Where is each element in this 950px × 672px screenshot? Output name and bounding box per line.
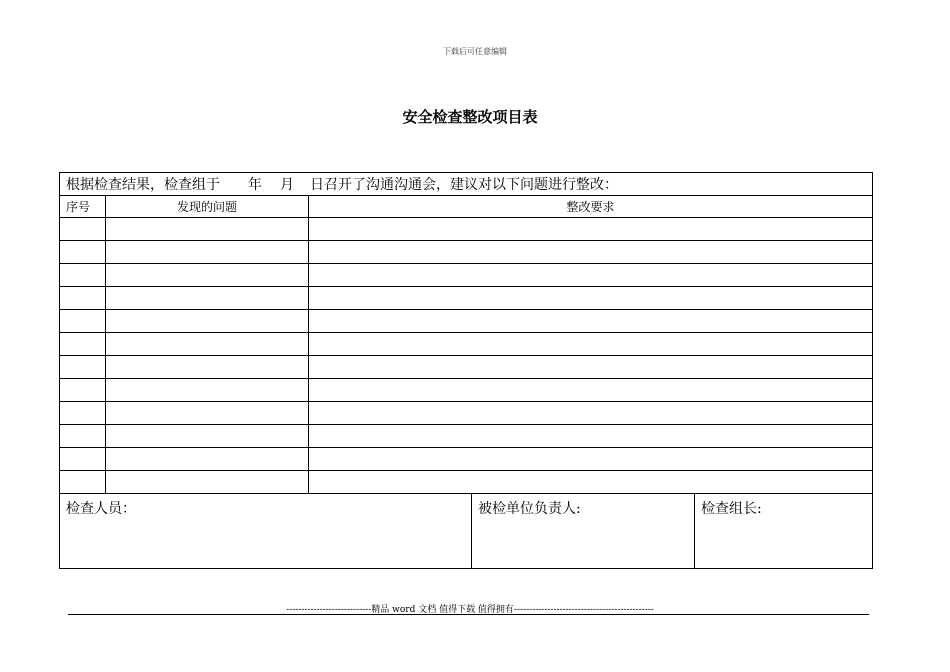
- problem-cell[interactable]: [106, 218, 309, 241]
- problem-cell[interactable]: [106, 425, 309, 448]
- inspector-signature[interactable]: 检查人员：: [60, 494, 472, 569]
- unit-head-signature[interactable]: 被检单位负责人:: [472, 494, 695, 569]
- problem-cell[interactable]: [106, 287, 309, 310]
- intro-row: [60, 173, 873, 196]
- intro-text: [60, 173, 873, 196]
- problem-cell[interactable]: [106, 310, 309, 333]
- requirement-cell[interactable]: [309, 425, 873, 448]
- header-note: 下载后可任意编辑: [443, 47, 507, 56]
- index-cell[interactable]: [60, 241, 106, 264]
- page-title: 安全检查整改项目表: [402, 108, 538, 126]
- column-header-index: 序号: [60, 196, 106, 218]
- table-row: [60, 264, 873, 287]
- rectification-table: [59, 172, 873, 569]
- index-cell[interactable]: [60, 448, 106, 471]
- index-cell[interactable]: [60, 287, 106, 310]
- index-cell[interactable]: [60, 264, 106, 287]
- requirement-cell[interactable]: [309, 310, 873, 333]
- column-header-requirement: 整改要求: [309, 196, 873, 218]
- leader-signature[interactable]: 检查组长:: [695, 494, 873, 569]
- intro-prefix: 根据检查结果，检查组于: [66, 177, 220, 193]
- index-cell[interactable]: [60, 218, 106, 241]
- requirement-cell[interactable]: [309, 218, 873, 241]
- table-row: [60, 402, 873, 425]
- requirement-cell[interactable]: [309, 264, 873, 287]
- problem-cell[interactable]: [106, 356, 309, 379]
- index-cell[interactable]: [60, 333, 106, 356]
- table-row: [60, 356, 873, 379]
- problem-cell[interactable]: [106, 471, 309, 494]
- index-cell[interactable]: [60, 425, 106, 448]
- table-row: [60, 333, 873, 356]
- column-header-problem: 发现的问题: [106, 196, 309, 218]
- intro-month: 月: [280, 177, 294, 193]
- table-row: [60, 379, 873, 402]
- requirement-cell[interactable]: [309, 402, 873, 425]
- requirement-cell[interactable]: [309, 241, 873, 264]
- table-row: [60, 471, 873, 494]
- problem-cell[interactable]: [106, 241, 309, 264]
- table-row: [60, 287, 873, 310]
- table-row: [60, 218, 873, 241]
- intro-year: 年: [248, 177, 262, 193]
- index-cell[interactable]: [60, 379, 106, 402]
- problem-cell[interactable]: [106, 379, 309, 402]
- requirement-cell[interactable]: [309, 448, 873, 471]
- intro-suffix: 日召开了沟通沟通会，建议对以下问题进行整改：: [310, 177, 618, 193]
- table-row: [60, 448, 873, 471]
- requirement-cell[interactable]: [309, 287, 873, 310]
- problem-cell[interactable]: [106, 264, 309, 287]
- table-row: [60, 310, 873, 333]
- index-cell[interactable]: [60, 402, 106, 425]
- requirement-cell[interactable]: [309, 333, 873, 356]
- column-header-row: [60, 196, 873, 218]
- requirement-cell[interactable]: [309, 379, 873, 402]
- problem-cell[interactable]: [106, 402, 309, 425]
- signature-row: [60, 494, 873, 569]
- requirement-cell[interactable]: [309, 356, 873, 379]
- table-row: [60, 241, 873, 264]
- requirement-cell[interactable]: [309, 471, 873, 494]
- footer-text: ----------------------------精品 word 文档 值得下载 值得拥有----------------------------------------------: [286, 605, 654, 615]
- footer-divider: [68, 614, 869, 615]
- index-cell[interactable]: [60, 471, 106, 494]
- problem-cell[interactable]: [106, 448, 309, 471]
- index-cell[interactable]: [60, 310, 106, 333]
- index-cell[interactable]: [60, 356, 106, 379]
- problem-cell[interactable]: [106, 333, 309, 356]
- table-row: [60, 425, 873, 448]
